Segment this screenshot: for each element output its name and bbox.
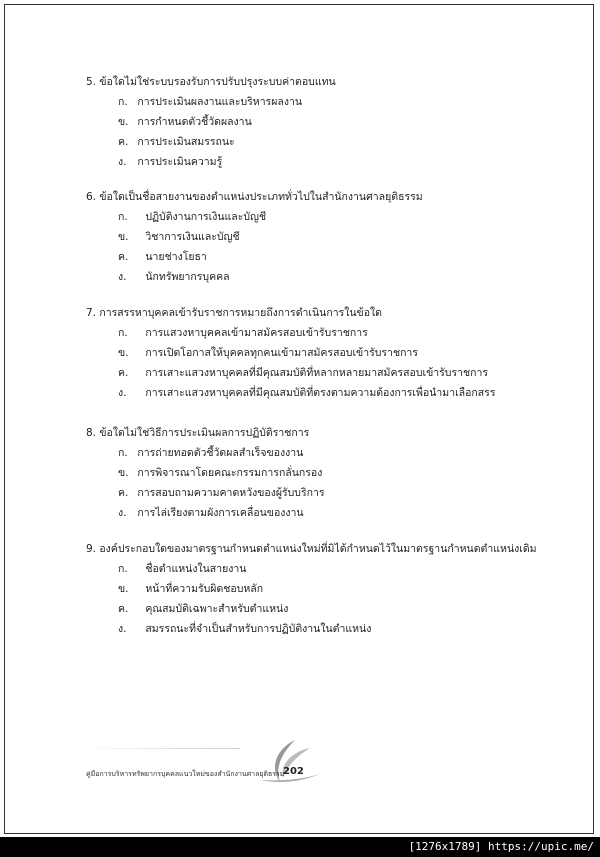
- question-stem: 6. ข้อใดเป็นชื่อสายงานของตำแหน่งประเภททั่วไปในสำนักงานศาลยุติธรรม: [86, 191, 423, 203]
- answer-option: [86, 112, 336, 132]
- option-letter: ง.: [118, 156, 127, 168]
- option-letter: ง.: [118, 507, 127, 519]
- option-text: การไล่เรียงตามผังการเคลื่อนของงาน: [137, 507, 304, 519]
- option-letter: ค.: [118, 367, 129, 379]
- watermark-bar: [0, 837, 600, 857]
- answer-option: [86, 443, 324, 463]
- option-text: นายช่างโยธา: [145, 251, 207, 263]
- option-text: การพิจารณาโดยคณะกรรมการกลั่นกรอง: [137, 467, 323, 479]
- option-letter: ข.: [118, 467, 129, 479]
- answer-option: [86, 579, 537, 599]
- option-text: การถ่ายทอดตัวชี้วัดผลสำเร็จของงาน: [137, 447, 304, 459]
- answer-option: [86, 152, 336, 172]
- option-letter: ค.: [118, 603, 129, 615]
- option-text: การแสวงหาบุคคลเข้ามาสมัครสอบเข้ารับราชการ: [145, 327, 368, 339]
- option-text: การเปิดโอกาสให้บุคคลทุกคนเข้ามาสมัครสอบเข้ารับราชการ: [145, 347, 418, 359]
- option-text: หน้าที่ความรับผิดชอบหลัก: [145, 583, 264, 595]
- option-letter: ก.: [118, 563, 128, 575]
- option-letter: ก.: [118, 447, 128, 459]
- option-text: นักทรัพยากรบุคคล: [145, 271, 230, 283]
- footer-title: คู่มือการบริหารทรัพยากรบุคคลแนวใหม่ของสำนักงานศาลยุติธรรม: [86, 770, 285, 778]
- option-text: วิชาการเงินและบัญชี: [145, 231, 240, 243]
- question-5: [86, 72, 336, 172]
- question-stem: 8. ข้อใดไม่ใช่วิธีการประเมินผลการปฏิบัติราชการ: [86, 427, 310, 439]
- option-text: การเสาะแสวงหาบุคคลที่มีคุณสมบัติที่ตรงตามความต้องการเพื่อนำมาเลือกสรร: [145, 387, 496, 399]
- answer-option: [86, 383, 495, 403]
- question-stem: 5. ข้อใดไม่ใช่ระบบรองรับการปรับปรุงระบบค่าตอบแทน: [86, 76, 336, 88]
- footer-rule: [80, 748, 240, 749]
- option-letter: ค.: [118, 136, 129, 148]
- answer-option: [86, 247, 423, 267]
- option-text: การกำหนดตัวชี้วัดผลงาน: [137, 116, 252, 128]
- answer-option: [86, 363, 495, 383]
- question-8: [86, 423, 324, 523]
- option-text: การประเมินความรู้: [137, 156, 223, 168]
- question-stem: 7. การสรรหาบุคคลเข้ารับราชการหมายถึงการดำเนินการในข้อใด: [86, 307, 382, 319]
- option-letter: ง.: [118, 387, 127, 399]
- option-letter: ข.: [118, 116, 129, 128]
- answer-option: [86, 559, 537, 579]
- option-letter: ก.: [118, 327, 128, 339]
- option-letter: ข.: [118, 347, 129, 359]
- option-letter: ก.: [118, 211, 128, 223]
- answer-option: [86, 619, 537, 639]
- option-letter: ก.: [118, 96, 128, 108]
- answer-option: [86, 267, 423, 287]
- page-number: 202: [283, 766, 304, 777]
- option-letter: ค.: [118, 251, 129, 263]
- option-text: สมรรถนะที่จำเป็นสำหรับการปฏิบัติงานในตำแหน่ง: [145, 623, 372, 635]
- option-text: ชื่อตำแหน่งในสายงาน: [145, 563, 247, 575]
- question-stem: 9. องค์ประกอบใดของมาตรฐานกำหนดตำแหน่งใหม่ที่มิได้กำหนดไว้ในมาตรฐานกำหนดตำแหน่งเดิม: [86, 543, 537, 555]
- option-text: ปฏิบัติงานการเงินและบัญชี: [145, 211, 267, 223]
- watermark-text: [1276x1789] https://upic.me/: [408, 840, 594, 853]
- option-letter: ง.: [118, 271, 127, 283]
- option-text: การสอบถามความคาดหวังของผู้รับบริการ: [137, 487, 325, 499]
- answer-option: [86, 132, 336, 152]
- option-text: คุณสมบัติเฉพาะสำหรับตำแหน่ง: [145, 603, 289, 615]
- option-letter: ค.: [118, 487, 129, 499]
- answer-option: [86, 227, 423, 247]
- answer-option: [86, 483, 324, 503]
- swoosh-logo-icon: [255, 738, 325, 788]
- answer-option: [86, 92, 336, 112]
- answer-option: [86, 343, 495, 363]
- option-text: การเสาะแสวงหาบุคคลที่มีคุณสมบัติที่หลากหลายมาสมัครสอบเข้ารับราชการ: [145, 367, 489, 379]
- option-letter: ง.: [118, 623, 127, 635]
- option-text: การประเมินสมรรถนะ: [137, 136, 235, 148]
- answer-option: [86, 599, 537, 619]
- question-9: [86, 539, 537, 639]
- option-text: การประเมินผลงานและบริหารผลงาน: [137, 96, 303, 108]
- option-letter: ข.: [118, 231, 129, 243]
- answer-option: [86, 463, 324, 483]
- option-letter: ข.: [118, 583, 129, 595]
- answer-option: [86, 323, 495, 343]
- question-6: [86, 187, 423, 287]
- answer-option: [86, 503, 324, 523]
- question-7: [86, 303, 495, 403]
- answer-option: [86, 207, 423, 227]
